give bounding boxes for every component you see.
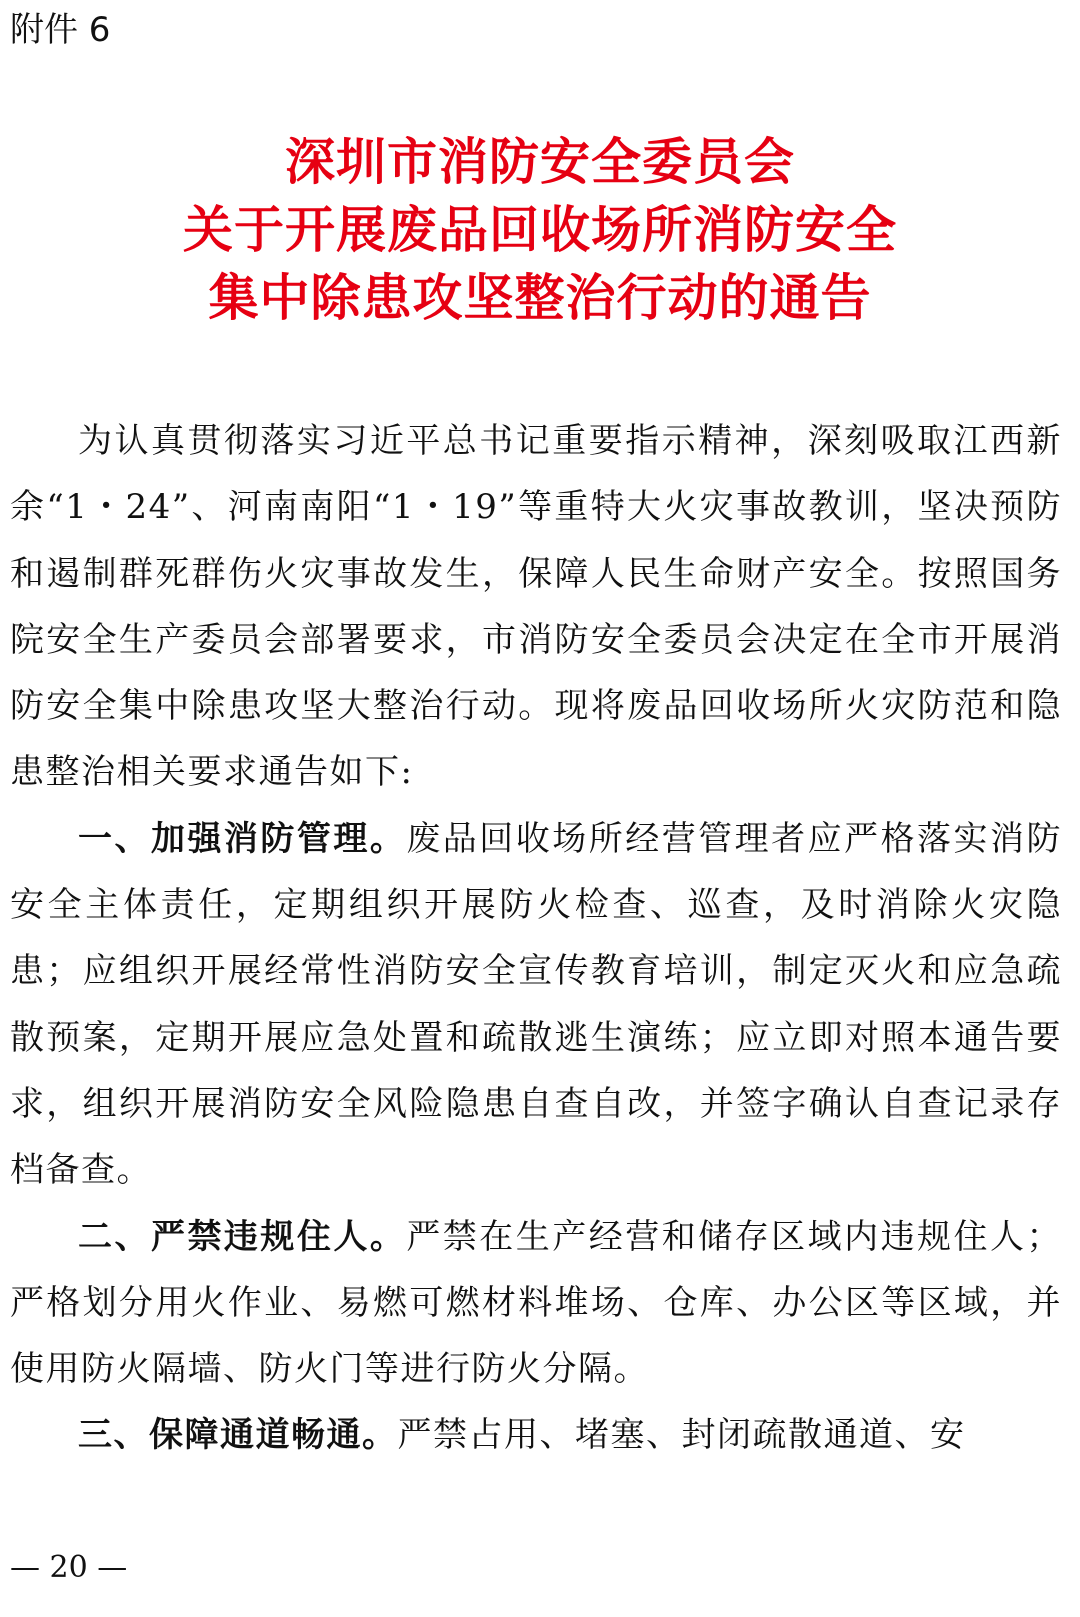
page-number: — 20 — <box>10 1550 128 1585</box>
document-title <box>0 128 1080 332</box>
section-1-text: 废品回收场所经营管理者应严格落实消防安全主体责任，定期组织开展防火检查、巡查，及时消除火灾隐患；应组织开展经常性消防安全宣传教育培训，制定灭火和应急疏散预案，定期开展应急处置和疏散逃生演练；应立即对照本通告要求，组织开展消防安全风险隐患自查自改，并签字确认自查记录存档备查。 <box>10 818 1062 1191</box>
section-1-heading: 一、加强消防管理。 <box>78 818 407 859</box>
title-line-1: 深圳市消防安全委员会 <box>285 132 795 191</box>
section-3-heading: 三、保障通道畅通。 <box>78 1415 398 1456</box>
section-2-heading: 二、严禁违规住人。 <box>78 1216 407 1257</box>
document-body <box>10 408 1062 1469</box>
section-2-paragraph <box>10 1204 1062 1403</box>
attachment-label: 附件 6 <box>10 10 111 50</box>
intro-paragraph: 为认真贯彻落实习近平总书记重要指示精神，深刻吸取江西新余“1・24”、河南南阳“1・19”等重特大火灾事故教训，坚决预防和遏制群死群伤火灾事故发生，保障人民生命财产安全。按照国务院安全生产委员会部署要求，市消防安全委员会决定在全市开展消防安全集中除患攻坚大整治行动。现将废品回收场所火灾防范和隐患整治相关要求通告如下: <box>10 421 1062 793</box>
title-line-2: 关于开展废品回收场所消防安全 <box>183 200 897 259</box>
section-2-text: 严禁在生产经营和储存区域内违规住人；严格划分用火作业、易燃可燃材料堆场、仓库、办公区等区域，并使用防火隔墙、防火门等进行防火分隔。 <box>10 1216 1062 1390</box>
title-line-3: 集中除患攻坚整治行动的通告 <box>208 268 872 327</box>
section-1-paragraph <box>10 806 1062 1204</box>
section-3-text: 严禁占用、堵塞、封闭疏散通道、安 <box>397 1415 966 1456</box>
section-3-paragraph <box>10 1402 1062 1468</box>
